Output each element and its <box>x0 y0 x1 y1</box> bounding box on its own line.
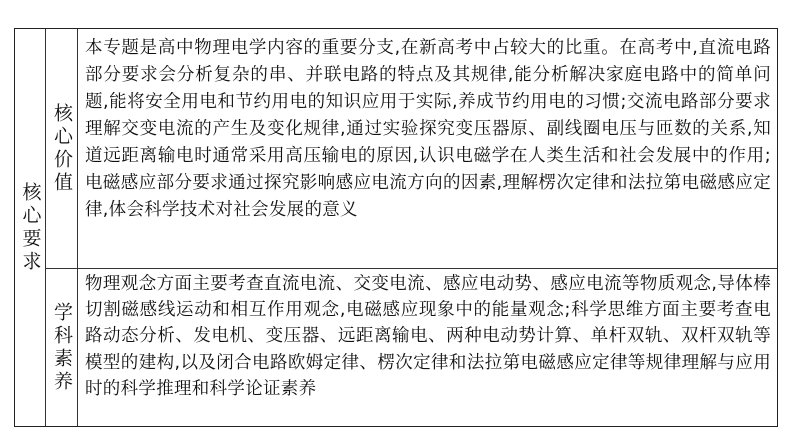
core-value-content: 本专题是高中物理电学内容的重要分支,在新高考中占较大的比重。在高考中,直流电路部分要求会分析复杂的串、并联电路的特点及其规律,能分析解决家庭电路中的简单问题,能将安全用电和节约用电的知识应用于实际,养成节约用电的习惯;交流电路部分要求理解交变电流的产生及变化规律,通过实验探究变压器原、副线圈电压与匝数的关系,知道远距离输电时通常采用高压输电的原因,认识电磁学在人类生活和社会发展中的作用;电磁感应部分要求通过探究影响感应电流方向的因素,理解楞次定律和法拉第电磁感应定律,体会科学技术对社会发展的意义 <box>78 29 777 269</box>
requirements-table <box>14 28 778 427</box>
outer-label: 核心要求 <box>19 181 42 274</box>
subject-literacy-content: 物理观念方面主要考查直流电流、交变电流、感应电动势、感应电流等物质观念,导体棒切割磁感线运动和相互作用观念,电磁感应现象中的能量观念;科学思维方面主要考查电路动态分析、发电机、变压器、远距离输电、两种电动势计算、单杆双轨、双杆双轨等模型的建构,以及闭合电路欧姆定律、楞次定律和法拉第电磁感应定律等规律理解与应用时的科学推理和科学论证素养 <box>85 274 771 399</box>
subject-literacy-label-cell <box>46 269 78 426</box>
core-value-label: 核心价值 <box>51 102 73 195</box>
subject-literacy-label: 学科素养 <box>51 301 73 394</box>
core-value-label-cell <box>46 29 78 269</box>
outer-label-cell <box>15 29 46 426</box>
